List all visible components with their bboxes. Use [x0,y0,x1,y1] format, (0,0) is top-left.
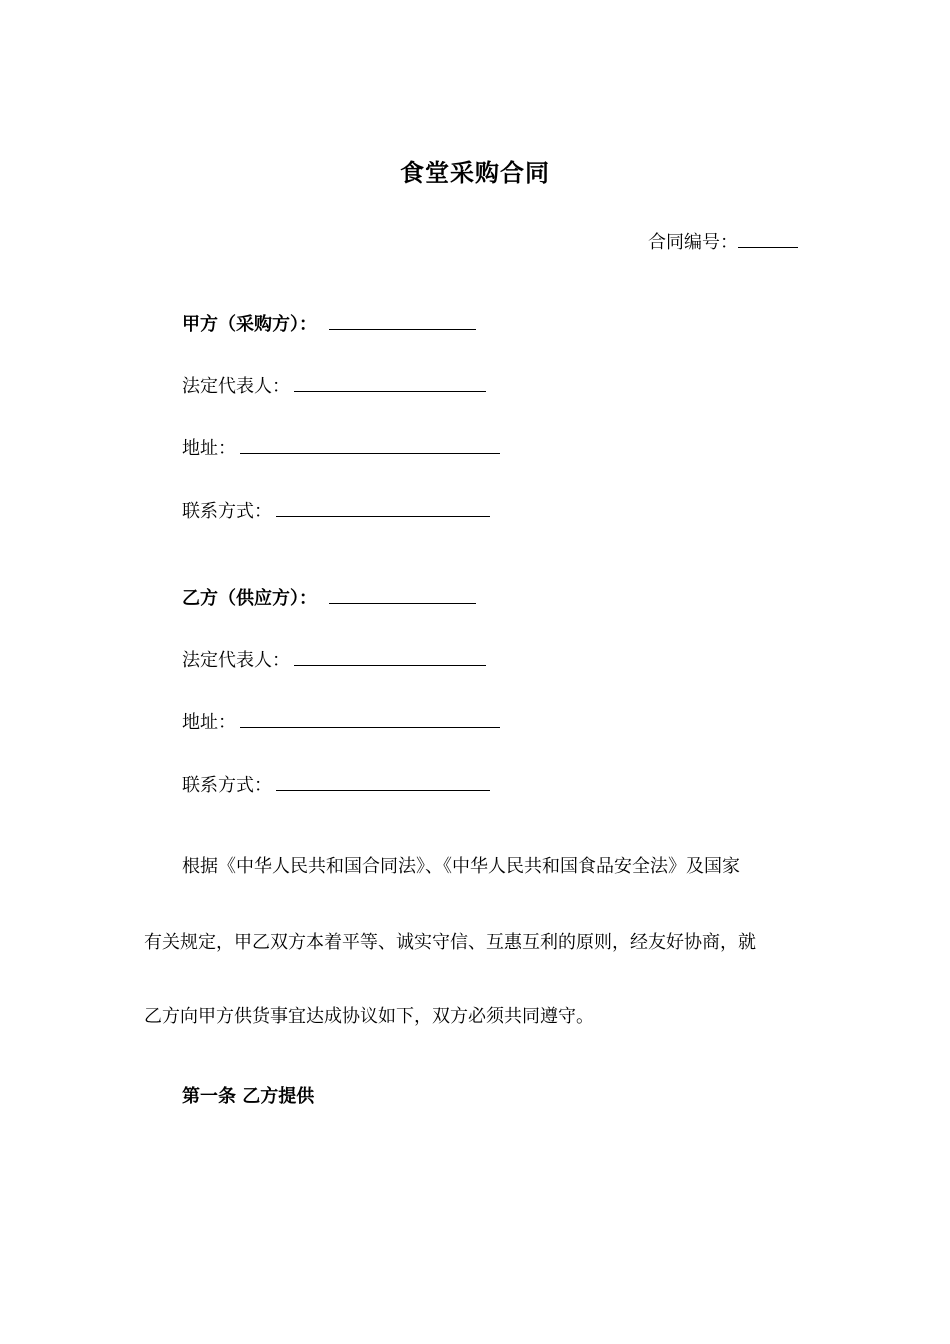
article-1-heading: 第一条 乙方提供 [182,1086,315,1107]
party-a-line [182,310,476,336]
party-b-line [182,584,476,610]
party-b-contact-blank[interactable] [276,772,490,791]
party-a-contact-line [182,497,490,523]
party-a-contact-blank[interactable] [276,498,490,517]
party-a-rep-label: 法定代表人： [182,376,290,397]
party-b-address-blank[interactable] [240,709,500,728]
contract-number-line [648,228,798,254]
party-b-name-blank[interactable] [329,585,476,604]
party-b-rep-label: 法定代表人： [182,650,290,671]
party-a-address-line [182,434,500,460]
party-b-contact-line [182,771,490,797]
party-a-address-blank[interactable] [240,435,500,454]
party-b-contact-label: 联系方式： [182,775,272,796]
contract-number-label: 合同编号： [648,232,738,253]
preamble-line-2: 有关规定，甲乙双方本着平等、诚实守信、互惠互利的原则，经友好协商，就 [144,932,756,953]
party-a-address-label: 地址： [182,438,236,459]
party-a-rep-line [182,372,486,398]
party-b-address-label: 地址： [182,712,236,733]
party-a-contact-label: 联系方式： [182,501,272,522]
party-a-heading: 甲方（采购方）： [182,314,317,335]
party-a-rep-blank[interactable] [294,373,486,392]
preamble-line-1: 根据《中华人民共和国合同法》、《中华人民共和国食品安全法》及国家 [182,856,740,877]
party-b-rep-line [182,646,486,672]
contract-number-blank[interactable] [738,229,798,248]
party-a-name-blank[interactable] [329,311,476,330]
party-b-rep-blank[interactable] [294,647,486,666]
party-b-address-line [182,708,500,734]
party-b-heading: 乙方（供应方）： [182,588,317,609]
document-title: 食堂采购合同 [400,159,550,187]
preamble-line-3: 乙方向甲方供货事宜达成协议如下，双方必须共同遵守。 [144,1006,594,1027]
